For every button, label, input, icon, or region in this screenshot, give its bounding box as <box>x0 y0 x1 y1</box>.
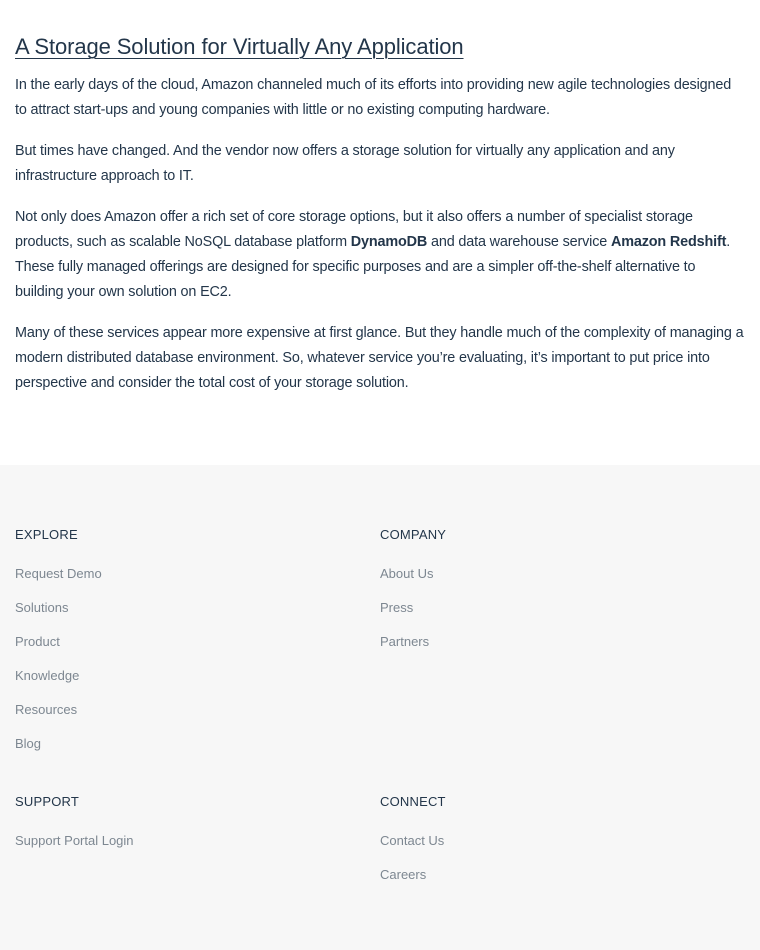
article-title[interactable]: A Storage Solution for Virtually Any Application <box>15 34 464 59</box>
footer-link-careers[interactable]: Careers <box>380 867 427 882</box>
paragraph-2: But times have changed. And the vendor now offers a storage solution for virtually any application and any infrastructure approach to IT. <box>15 143 675 184</box>
paragraph-1: In the early days of the cloud, Amazon channeled much of its efforts into providing new agile technologies designed to attract start-ups and young companies with little or no existing computing hardware. <box>15 77 732 118</box>
footer-column-connect <box>380 792 710 899</box>
footer-link-knowledge[interactable]: Knowledge <box>15 668 80 683</box>
paragraph-3-text-b: and data warehouse service <box>427 234 611 250</box>
footer-column-company <box>380 525 710 666</box>
article <box>0 0 760 465</box>
footer-heading-explore: EXPLORE <box>15 527 78 542</box>
paragraph-3-text-a: Not only does Amazon offer a rich set of core storage options, but it also offers a number of specialist storage products, such as scalable NoSQL database platform <box>15 209 693 250</box>
paragraph-3-text-c: . These fully managed offerings are designed for specific purposes and are a simpler off-the-shelf alternative to building your own solution on EC2. <box>15 234 731 300</box>
footer-link-product[interactable]: Product <box>15 634 60 649</box>
footer-link-partners[interactable]: Partners <box>380 634 430 649</box>
footer-column-support <box>15 792 345 865</box>
footer-link-resources[interactable]: Resources <box>15 702 78 717</box>
footer-heading-support: SUPPORT <box>15 794 80 809</box>
footer-column-explore <box>15 525 345 768</box>
footer-link-request-demo[interactable]: Request Demo <box>15 566 102 581</box>
footer-heading-company: COMPANY <box>380 527 447 542</box>
redshift-highlight: Amazon Redshift <box>610 234 727 250</box>
footer-link-solutions[interactable]: Solutions <box>15 600 69 615</box>
paragraph-4: Many of these services appear more expensive at first glance. But they handle much of the complexity of managing a modern distributed database environment. So, whatever service you’re evaluating, it’s important to put price into perspective and consider the total cost of your storage solution. <box>15 325 744 391</box>
footer-link-support-portal-login[interactable]: Support Portal Login <box>15 833 134 848</box>
footer-link-press[interactable]: Press <box>380 600 414 615</box>
footer-heading-connect: CONNECT <box>380 794 446 809</box>
site-footer <box>0 465 760 950</box>
footer-link-blog[interactable]: Blog <box>15 736 42 751</box>
footer-link-about-us[interactable]: About Us <box>380 566 434 581</box>
paragraph-3 <box>15 205 745 305</box>
dynamodb-highlight: DynamoDB <box>350 234 428 250</box>
footer-link-contact-us[interactable]: Contact Us <box>380 833 445 848</box>
